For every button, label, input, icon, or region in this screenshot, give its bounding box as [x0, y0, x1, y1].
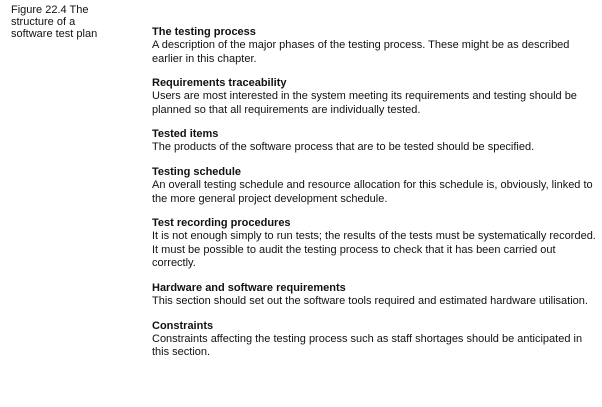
section-hardware-software-requirements — [152, 282, 597, 309]
section-heading: The testing process — [152, 26, 256, 38]
section-body: It is not enough simply to run tests; the results of the tests must be systematically recorded. It must be possible to audit the testing process to check that it has been carried out correctly. — [152, 230, 596, 270]
section-heading: Hardware and software requirements — [152, 281, 346, 294]
figure-caption-line-3: software test plan — [11, 28, 98, 40]
figure-caption-line-2: structure of a — [11, 16, 76, 28]
section-testing-process — [152, 26, 597, 66]
section-heading: Requirements traceability — [152, 77, 287, 90]
section-heading: Test recording procedures — [152, 217, 291, 230]
section-heading: Testing schedule — [152, 165, 242, 178]
section-heading: Constraints — [152, 319, 214, 332]
section-requirements-traceability — [152, 77, 597, 117]
section-body: A description of the major phases of the testing process. These might be as described earlier in this chapter. — [152, 39, 570, 65]
test-plan-sections — [152, 26, 597, 371]
section-body: The products of the software process that are to be tested should be specified. — [152, 141, 535, 154]
figure-caption-line-1: Figure 22.4 The — [11, 4, 89, 16]
section-body: Users are most interested in the system meeting its requirements and testing should be planned so that all requirements are individually tested. — [152, 90, 577, 116]
section-heading: Tested items — [152, 128, 219, 141]
figure-caption — [11, 4, 131, 40]
section-body: Constraints affecting the testing process such as staff shortages should be anticipated in this section. — [152, 332, 583, 359]
section-constraints — [152, 320, 597, 360]
section-testing-schedule — [152, 166, 597, 206]
section-test-recording-procedures — [152, 217, 597, 271]
section-body: An overall testing schedule and resource allocation for this schedule is, obviously, linked to the more general project development schedule. — [152, 178, 593, 205]
section-body: This section should set out the software tools required and estimated hardware utilisation. — [152, 294, 588, 307]
section-tested-items — [152, 128, 597, 155]
